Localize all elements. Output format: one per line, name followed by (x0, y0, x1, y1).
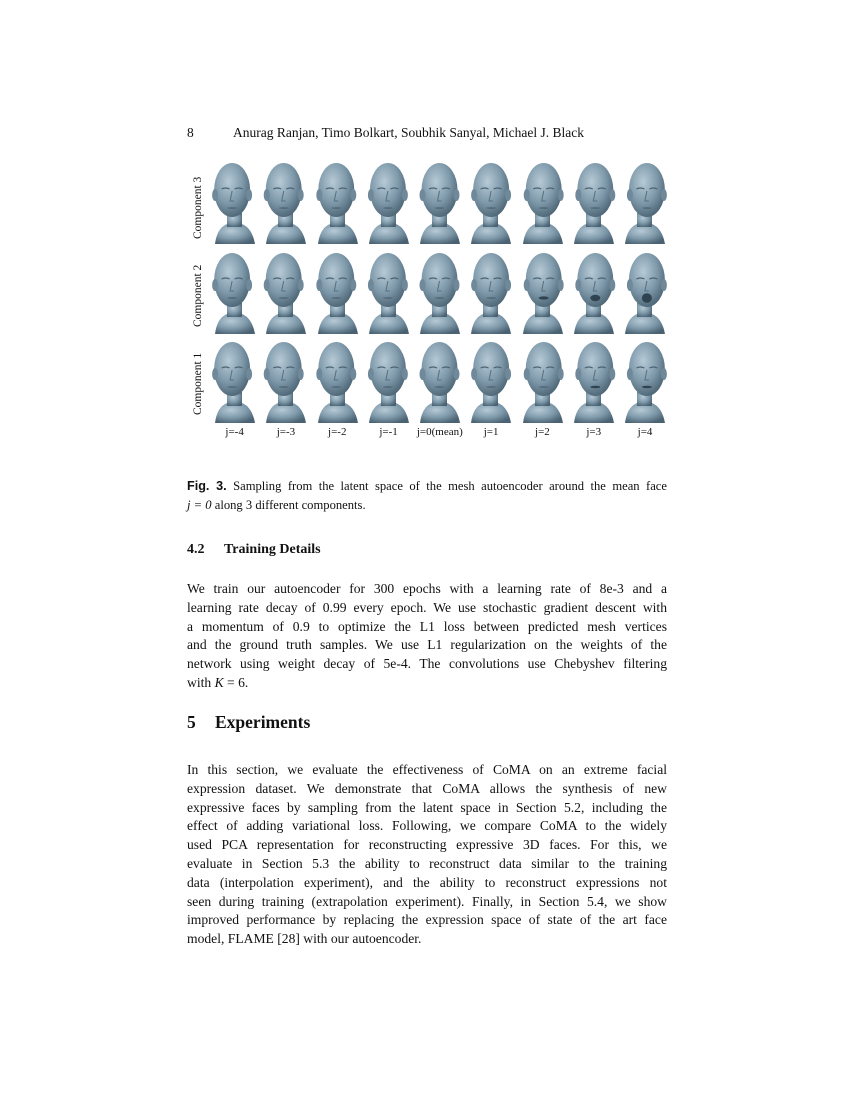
column-label: j=1 (483, 426, 499, 438)
page-number: 8 (187, 125, 194, 140)
column-label: j=-4 (225, 426, 244, 438)
paragraph-line: In this section, we evaluate the effectiveness of CoMA on an extreme facial (187, 762, 667, 777)
column-label: j=-3 (276, 426, 296, 438)
face-render (363, 337, 414, 425)
column-label: j=0(mean) (416, 426, 463, 438)
face-render (517, 158, 568, 246)
face-render (619, 158, 670, 246)
row-label-component-1: Component 1 (192, 352, 204, 416)
paragraph-line: improved performance by replacing the expression space of state of the art face (187, 912, 667, 928)
running-authors: Anurag Ranjan, Timo Bolkart, Soubhik Sanyal, Michael J. Black (233, 125, 584, 140)
paragraph-line: and the ground truth samples. We use L1 regularization on the weights of the (187, 637, 667, 653)
face-render (517, 337, 568, 425)
paragraph-line: network using weight decay of 5e-4. The convolutions use Chebyshev filtering (187, 656, 667, 672)
face-row-component-2 (209, 248, 671, 336)
face-render (619, 248, 670, 336)
face-render (568, 337, 619, 425)
face-render (465, 337, 516, 425)
face-render (209, 248, 260, 336)
face-row-component-3 (209, 158, 671, 246)
face-render (209, 337, 260, 425)
face-render (260, 248, 311, 336)
face-row-component-1 (209, 337, 671, 425)
math-k: K (214, 674, 224, 690)
section-title: Experiments (215, 712, 311, 732)
face-render (312, 337, 363, 425)
paragraph-line: data (interpolation experiment), and the ability to reconstruct expressions not (187, 874, 667, 890)
section-heading (187, 712, 310, 733)
column-label: j=-2 (328, 426, 347, 438)
paragraph-line: seen during training (extrapolation experiment). Finally, in Section 5.4, we show (187, 893, 667, 909)
face-render (209, 158, 260, 246)
caption-math: j = 0 (187, 497, 212, 512)
paragraph-line: effect of adding variational loss. Following, we compare CoMA to the widely (187, 818, 667, 834)
row-label-component-3: Component 3 (192, 176, 204, 240)
face-render (363, 248, 414, 336)
face-render (619, 337, 670, 425)
face-render (414, 158, 465, 246)
face-render (260, 337, 311, 425)
face-grid (209, 158, 671, 428)
subsection-heading (187, 542, 321, 558)
face-render (363, 158, 414, 246)
paragraph-line: evaluate in Section 5.3 the ability to reconstruct data similar to the training (187, 855, 667, 871)
face-render (465, 158, 516, 246)
figure-caption (187, 477, 667, 515)
paragraph-line: model, FLAME [28] with our autoencoder. (187, 931, 422, 947)
figure-3 (187, 158, 667, 443)
face-render (517, 248, 568, 336)
face-render (260, 158, 311, 246)
paragraph-line: a momentum of 0.9 to optimize the L1 loss between predicted mesh vertices (187, 618, 667, 634)
column-label: j=4 (637, 426, 653, 438)
face-render (414, 337, 465, 425)
face-render (465, 248, 516, 336)
face-render (568, 158, 619, 246)
caption-text-2: along 3 different components. (211, 497, 366, 512)
paragraph-line: We train our autoencoder for 300 epochs with a learning rate of 8e-3 and a (187, 581, 667, 596)
face-render (568, 248, 619, 336)
paragraph-line: with K = 6. (187, 674, 249, 690)
paragraph-line: expression dataset. We demonstrate that CoMA allows the synthesis of new (187, 780, 667, 796)
caption-label: Fig. 3. (187, 479, 227, 493)
subsection-number: 4.2 (187, 542, 205, 557)
experiments-paragraph (187, 761, 667, 949)
paragraph-line: learning rate decay of 0.99 every epoch. We use stochastic gradient descent with (187, 599, 667, 615)
subsection-title: Training Details (224, 542, 321, 557)
column-label: j=2 (535, 426, 550, 438)
caption-text: Sampling from the latent space of the mesh autoencoder around the mean face (233, 479, 667, 493)
face-render (312, 248, 363, 336)
column-label: j=-1 (379, 426, 398, 438)
paragraph-line: expressive faces by sampling from the latent space in Section 5.2, including the (187, 799, 667, 815)
section-number: 5 (187, 712, 196, 732)
row-label-component-2: Component 2 (192, 264, 204, 328)
column-label: j=3 (586, 426, 602, 438)
face-render (312, 158, 363, 246)
face-render (414, 248, 465, 336)
training-details-paragraph (187, 580, 667, 693)
paragraph-line: used PCA representation for reconstructing expressive 3D faces. For this, we (187, 837, 667, 853)
column-labels (209, 426, 671, 442)
